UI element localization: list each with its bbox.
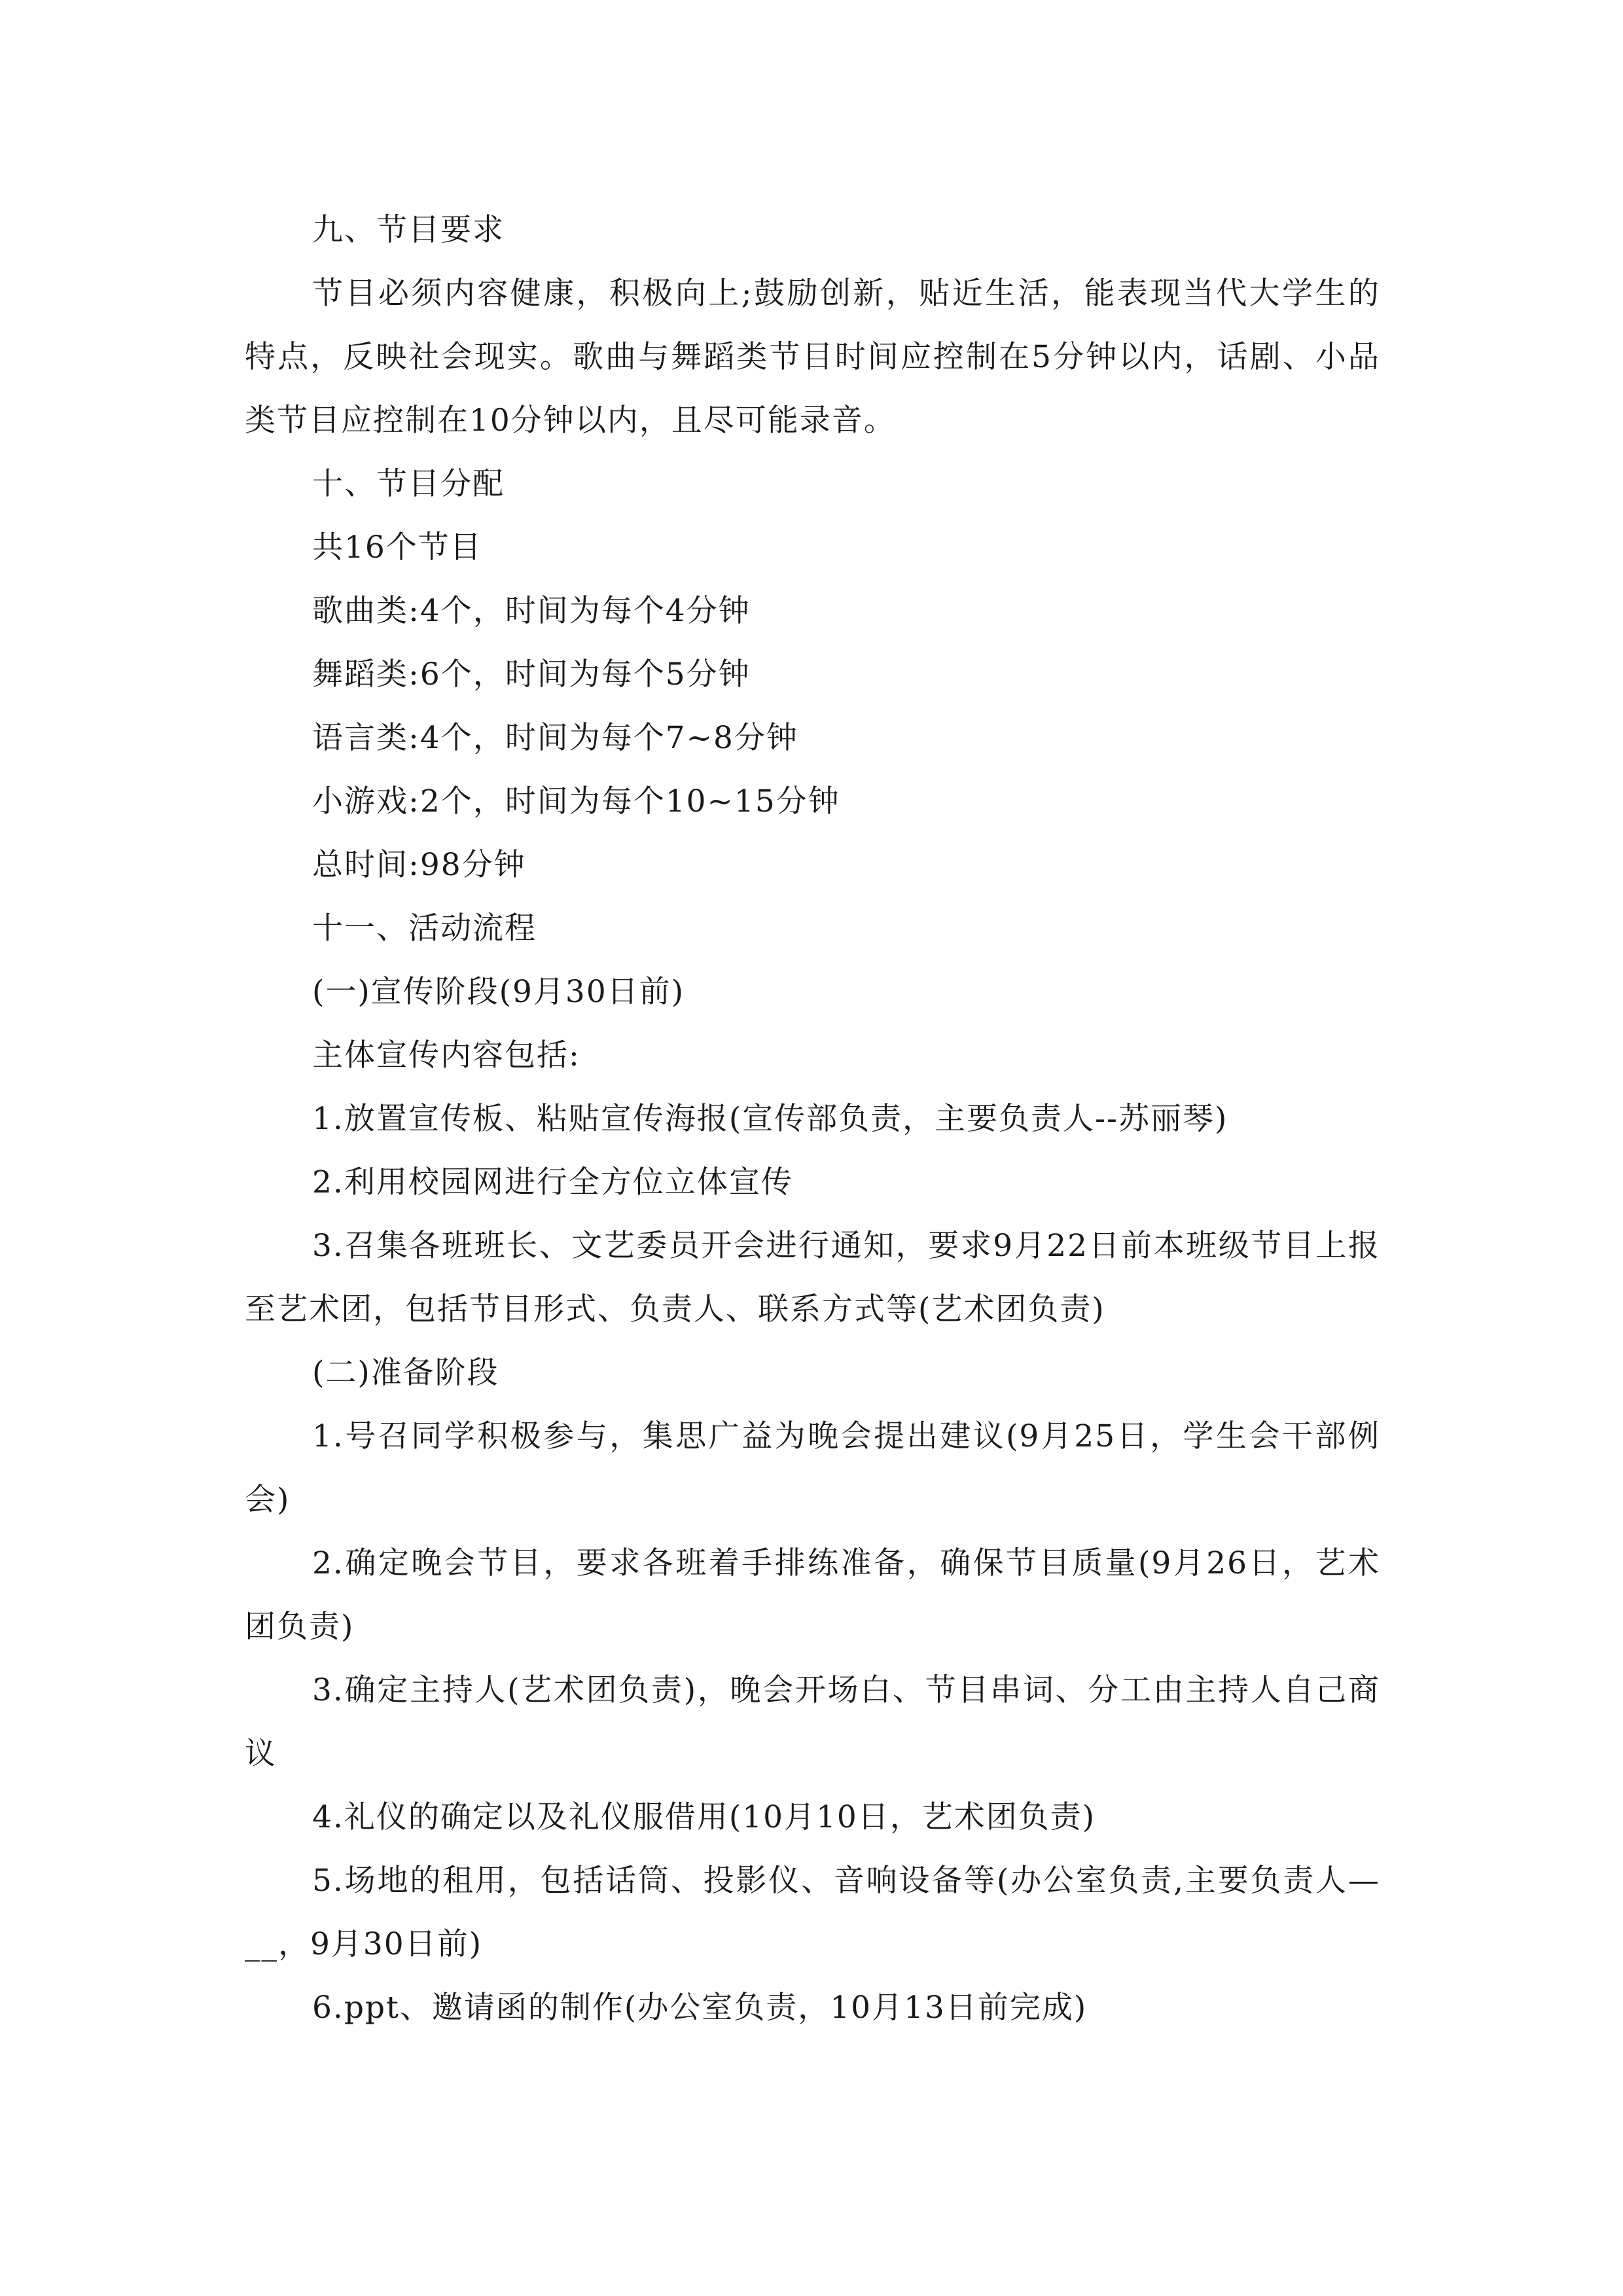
list-item-preparation-2: 2.确定晚会节目，要求各班着手排练准备，确保节目质量(9月26日，艺术团负责)	[245, 1545, 1380, 1645]
paragraph-games: 小游戏:2个，时间为每个10~15分钟	[312, 783, 840, 819]
paragraph-total-programs: 共16个节目	[312, 529, 482, 565]
list-item-preparation-6: 6.ppt、邀请函的制作(办公室负责，10月13日前完成)	[312, 1990, 1088, 2026]
paragraph-total-time: 总时间:98分钟	[312, 847, 526, 883]
list-item-publicity-1: 1.放置宣传板、粘贴宣传海报(宣传部负责，主要负责人--苏丽琴)	[312, 1101, 1228, 1137]
paragraph-dances: 舞蹈类:6个，时间为每个5分钟	[312, 656, 751, 692]
section-heading-11: 十一、活动流程	[312, 910, 537, 946]
subheading-preparation-stage: (二)准备阶段	[312, 1355, 499, 1391]
list-item-preparation-1: 1.号召同学积极参与，集思广益为晚会提出建议(9月25日，学生会干部例会)	[245, 1418, 1380, 1518]
paragraph-songs: 歌曲类:4个，时间为每个4分钟	[312, 593, 751, 629]
list-item-preparation-3: 3.确定主持人(艺术团负责)，晚会开场白、节目串词、分工由主持人自己商议	[245, 1672, 1380, 1772]
subheading-publicity-stage: (一)宣传阶段(9月30日前)	[312, 974, 685, 1010]
list-item-publicity-3: 3.召集各班班长、文艺委员开会进行通知，要求9月22日前本班级节目上报至艺术团，包括节目形式、负责人、联系方式等(艺术团负责)	[245, 1228, 1380, 1327]
paragraph-language: 语言类:4个，时间为每个7~8分钟	[312, 720, 798, 756]
paragraph-program-requirements: 节目必须内容健康，积极向上;鼓励创新，贴近生活，能表现当代大学生的特点，反映社会现实。歌曲与舞蹈类节目时间应控制在5分钟以内，话剧、小品类节目应控制在10分钟以内，且尽可能录音。	[245, 276, 1380, 439]
paragraph-publicity-content: 主体宣传内容包括:	[312, 1037, 580, 1073]
section-heading-9: 九、节目要求	[312, 212, 505, 248]
section-heading-10: 十、节目分配	[312, 466, 505, 502]
document-body	[245, 198, 1380, 2039]
list-item-preparation-5: 5.场地的租用，包括话筒、投影仪、音响设备等(办公室负责,主要负责人—__，9月30日前)	[245, 1863, 1380, 1962]
list-item-publicity-2: 2.利用校园网进行全方位立体宣传	[312, 1164, 793, 1200]
list-item-preparation-4: 4.礼仪的确定以及礼仪服借用(10月10日，艺术团负责)	[312, 1799, 1096, 1835]
